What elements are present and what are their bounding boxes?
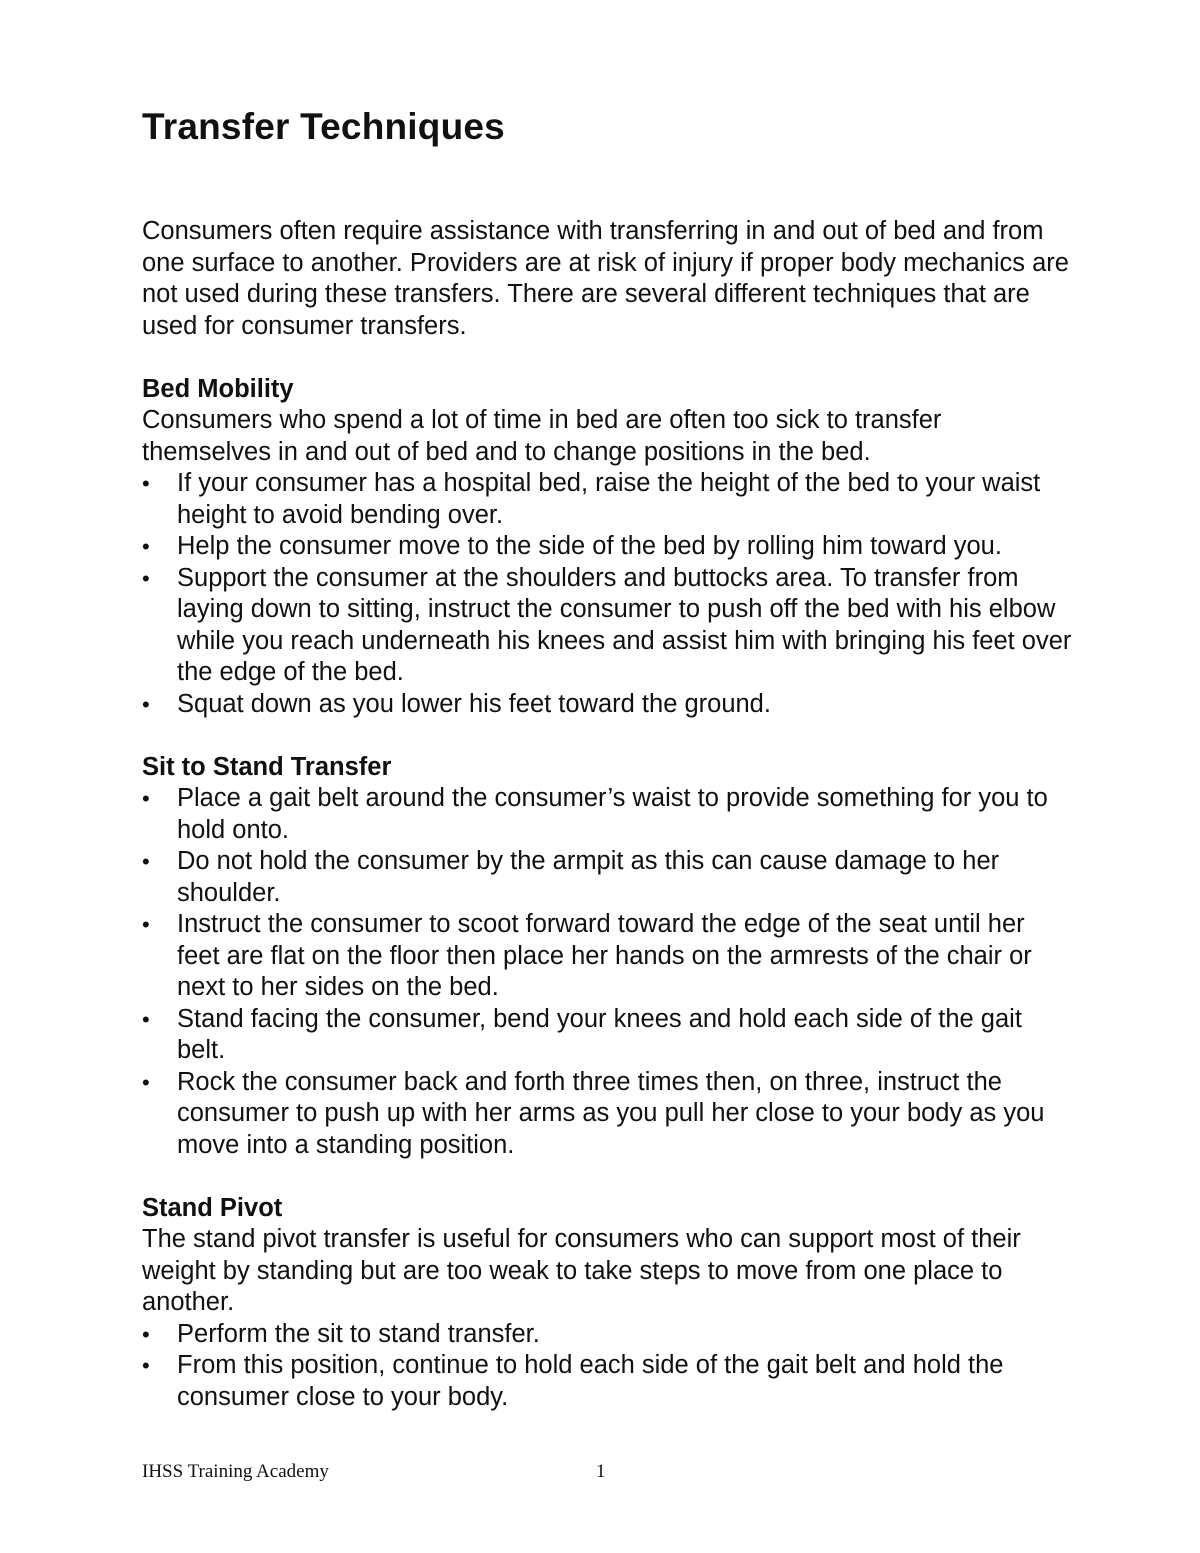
bullet-icon: • <box>142 1353 150 1378</box>
list-item <box>142 468 1072 531</box>
list-item <box>142 1067 1072 1162</box>
footer-org-name: IHSS Training Academy <box>142 1461 329 1482</box>
page-number: 1 <box>596 1461 606 1482</box>
list-item-text: Rock the consumer back and forth three times then, on three, instruct the consumer to push up with her arms as you pull her close to your body as you move into a standing position. <box>177 1067 1045 1159</box>
list-item <box>142 846 1072 909</box>
list-item-text: Support the consumer at the shoulders and buttocks area. To transfer from laying down to sitting, instruct the consumer to push off the bed with his elbow while you reach underneath his knees and assist him with bringing his feet over the edge of the bed. <box>177 563 1072 686</box>
list-item <box>142 1350 1072 1413</box>
list-item <box>142 563 1072 689</box>
bullet-list <box>142 1319 1072 1414</box>
section-paragraph: The stand pivot transfer is useful for consumers who can support most of their weight by standing but are too weak to take steps to move from one place to another. <box>142 1225 1021 1316</box>
bullet-list <box>142 468 1072 720</box>
list-item-text: Instruct the consumer to scoot forward toward the edge of the seat until her feet are flat on the floor then place her hands on the armrests of the chair or next to her sides on the bed. <box>177 910 1032 1001</box>
section-sit-to-stand <box>142 752 1072 1162</box>
bullet-icon: • <box>142 912 150 937</box>
bullet-icon: • <box>142 786 150 811</box>
list-item-text: Help the consumer move to the side of the bed by rolling him toward you. <box>177 532 1002 560</box>
list-item <box>142 783 1072 846</box>
list-item-text: Stand facing the consumer, bend your knees and hold each side of the gait belt. <box>177 1004 1022 1064</box>
section-bed-mobility <box>142 374 1072 721</box>
list-item-text: Squat down as you lower his feet toward the ground. <box>177 689 771 718</box>
document-body <box>142 216 1072 1413</box>
list-item <box>142 531 1072 563</box>
bullet-icon: • <box>142 534 150 559</box>
section-heading: Sit to Stand Transfer <box>142 752 392 781</box>
bullet-icon: • <box>142 691 150 717</box>
list-item-text: Place a gait belt around the consumer’s waist to provide something for you to hold onto. <box>177 784 1048 844</box>
bullet-icon: • <box>142 565 150 591</box>
section-paragraph: Consumers who spend a lot of time in bed are often too sick to transfer themselves in and out of bed and to change positions in the bed. <box>142 406 942 466</box>
list-item-text: If your consumer has a hospital bed, raise the height of the bed to your waist height to avoid bending over. <box>177 469 1041 529</box>
intro-paragraph: Consumers often require assistance with transferring in and out of bed and from one surface to another. Providers are at risk of injury if proper body mechanics are not used during these transfers. There are several different techniques that are used for consumer transfers. <box>142 217 1069 340</box>
bullet-icon: • <box>142 1069 150 1095</box>
list-item-text: Perform the sit to stand transfer. <box>177 1319 540 1348</box>
list-item <box>142 1004 1072 1067</box>
bullet-icon: • <box>142 1006 150 1032</box>
page-title: Transfer Techniques <box>142 106 505 147</box>
list-item <box>142 1319 1072 1351</box>
list-item-text: From this position, continue to hold each side of the gait belt and hold the consumer close to your body. <box>177 1351 1004 1411</box>
bullet-icon: • <box>142 849 150 874</box>
section-stand-pivot <box>142 1193 1072 1414</box>
bullet-list <box>142 783 1072 1161</box>
bullet-icon: • <box>142 471 150 496</box>
list-item <box>142 909 1072 1004</box>
section-heading: Bed Mobility <box>142 374 294 403</box>
bullet-icon: • <box>142 1321 150 1347</box>
list-item <box>142 689 1072 721</box>
list-item-text: Do not hold the consumer by the armpit as this can cause damage to her shoulder. <box>177 847 1000 907</box>
section-heading: Stand Pivot <box>142 1193 283 1222</box>
